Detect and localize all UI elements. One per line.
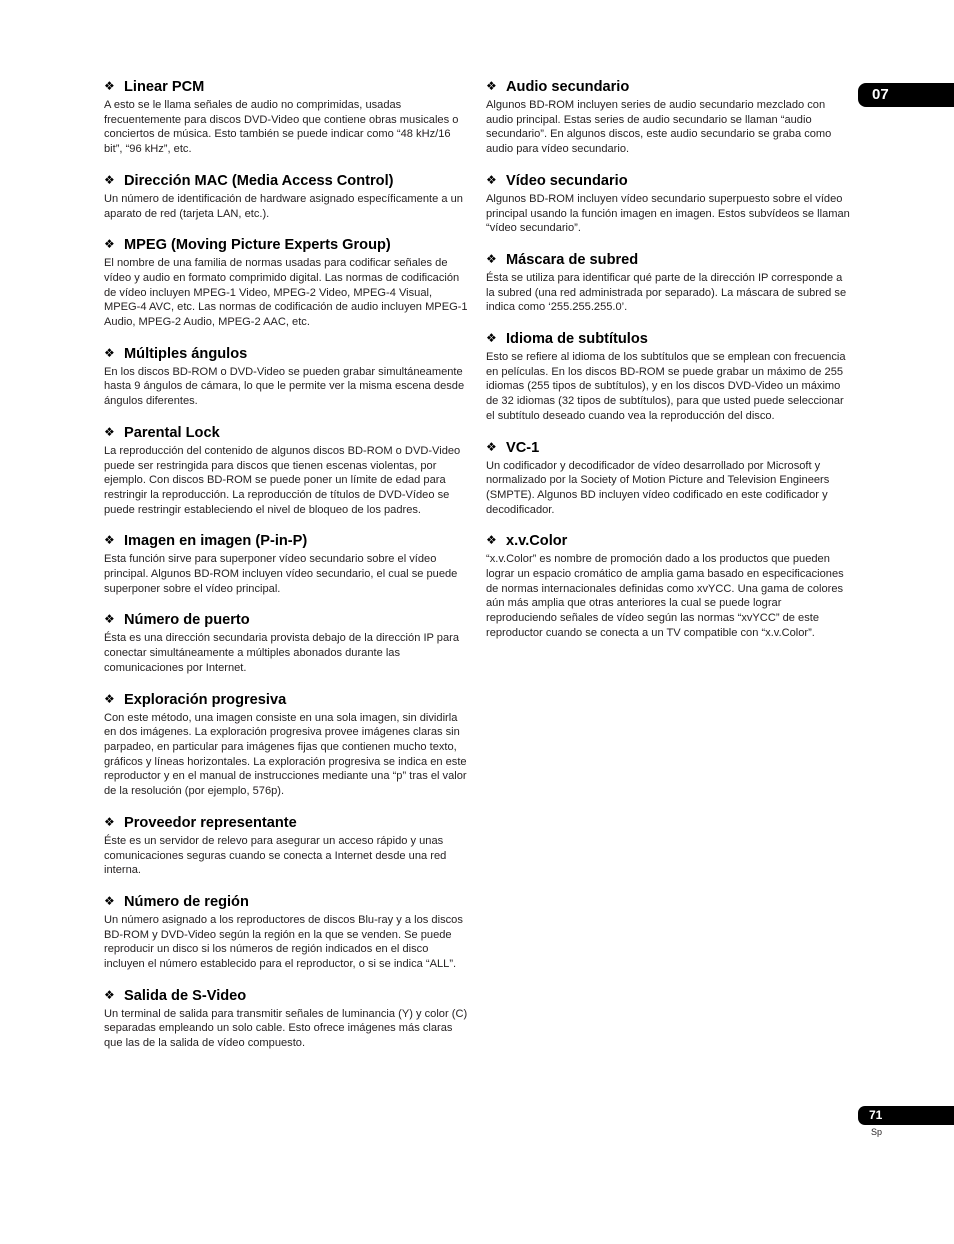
glossary-term-text: Imagen en imagen (P-in-P) xyxy=(124,533,308,550)
diamond-bullet-icon: ❖ xyxy=(486,172,497,187)
glossary-definition: Un terminal de salida para transmitir señales de luminancia (Y) y color (C) separadas empleando un solo cable. Esto ofrece imágenes más claras que las de la salida de vídeo compuesto. xyxy=(104,1007,468,1050)
diamond-bullet-icon: ❖ xyxy=(104,814,115,829)
diamond-bullet-icon: ❖ xyxy=(104,237,115,252)
glossary-entry xyxy=(104,611,468,675)
glossary-term xyxy=(104,78,468,96)
glossary-term xyxy=(104,532,468,550)
glossary-term xyxy=(486,251,850,269)
glossary-term xyxy=(486,172,850,190)
glossary-entry xyxy=(104,893,468,972)
glossary-definition: Un número de identificación de hardware asignado específicamente a un aparato de red (tarjeta LAN, etc.). xyxy=(104,192,463,220)
glossary-term-text: MPEG (Moving Picture Experts Group) xyxy=(124,237,391,254)
glossary-term xyxy=(104,345,468,363)
glossary-term-text: Número de región xyxy=(124,893,249,910)
glossary-entry xyxy=(486,251,850,315)
glossary-definition: Un codificador y decodificador de vídeo desarrollado por Microsoft y normalizado por la Society of Motion Picture and Television Engineers (SMPTE). Algunos BD incluyen vídeo codificado en este codificador y decodificador. xyxy=(486,459,830,516)
glossary-term-text: Múltiples ángulos xyxy=(124,345,248,362)
glossary-entry xyxy=(486,439,850,518)
diamond-bullet-icon: ❖ xyxy=(486,79,497,93)
glossary-term-text: Número de puerto xyxy=(124,612,250,629)
glossary-term-text: VC-1 xyxy=(506,439,540,456)
glossary-term xyxy=(104,691,468,709)
glossary-entry xyxy=(104,814,468,878)
diamond-bullet-icon: ❖ xyxy=(486,331,497,346)
diamond-bullet-icon: ❖ xyxy=(486,533,497,548)
glossary-term xyxy=(486,330,850,348)
glossary-entry xyxy=(104,345,468,409)
glossary-entry xyxy=(104,424,468,518)
diamond-bullet-icon: ❖ xyxy=(104,893,115,908)
diamond-bullet-icon: ❖ xyxy=(104,987,115,1002)
glossary-term-text: Salida de S-Video xyxy=(124,987,247,1004)
page-number: 71 xyxy=(869,1108,883,1122)
glossary-definition: Con este método, una imagen consiste en una sola imagen, sin dividirla en dos imágenes. La exploración progresiva provee imágenes claras sin parpadeo, en particular para imágenes fijas que contienen mucho texto, gráficos y líneas horizontales. La exploración progresiva se indica en este reproductor y en el manual de instrucciones mediante una “p” tras el valor de la resolución (por ejemplo, 576p). xyxy=(104,711,467,798)
diamond-bullet-icon: ❖ xyxy=(486,251,497,266)
glossary-definition: La reproducción del contenido de algunos discos BD-ROM o DVD-Video puede ser restringida para discos que tienen escenas violentas, por ejemplo. Con discos BD-ROM se puede poner un límite de edad para restringir la reproducción. La reproducción de títulos de DVD-Vídeo se puede restringir estableciendo el nivel de bloqueo de los padres. xyxy=(104,444,461,516)
glossary-entry xyxy=(486,172,850,236)
diamond-bullet-icon: ❖ xyxy=(104,424,115,439)
glossary-term-text: Dirección MAC (Media Access Control) xyxy=(124,172,394,189)
glossary-entry xyxy=(104,532,468,596)
glossary-term xyxy=(104,172,468,190)
glossary-entry xyxy=(104,172,468,221)
right-column xyxy=(486,78,850,656)
glossary-entry xyxy=(104,78,468,157)
chapter-number: 07 xyxy=(872,86,889,103)
glossary-definition: Ésta se utiliza para identificar qué parte de la dirección IP corresponde a la subred (una red administrada por separado). La máscara de subred se indica como ‘255.255.255.0’. xyxy=(486,271,847,314)
left-column xyxy=(104,78,468,1066)
diamond-bullet-icon: ❖ xyxy=(104,691,115,706)
glossary-term-text: Parental Lock xyxy=(124,424,220,441)
glossary-definition: Algunos BD-ROM incluyen series de audio secundario mezclado con audio principal. Estas series de audio secundario se llaman “audio secundario”. En algunos discos, este audio secundario se graba como audio para vídeo secundario. xyxy=(486,99,832,156)
diamond-bullet-icon: ❖ xyxy=(104,79,115,93)
glossary-entry xyxy=(486,78,850,157)
glossary-term xyxy=(104,424,468,442)
glossary-definition: Ésta es una dirección secundaria provista debajo de la dirección IP para conectar simultáneamente a múltiples abonados durante las comunicaciones por Internet. xyxy=(104,632,460,674)
diamond-bullet-icon: ❖ xyxy=(104,172,115,187)
glossary-term xyxy=(104,814,468,832)
glossary-definition: Algunos BD-ROM incluyen vídeo secundario superpuesto sobre el vídeo principal usando la función imagen en imagen. Estos subvídeos se llaman “vídeo secundario”. xyxy=(486,192,850,235)
glossary-entry xyxy=(104,691,468,799)
glossary-entry xyxy=(486,330,850,424)
glossary-term-text: Exploración progresiva xyxy=(124,691,287,708)
glossary-entry xyxy=(486,532,850,640)
diamond-bullet-icon: ❖ xyxy=(486,439,497,454)
page-number-tab xyxy=(858,1106,954,1125)
glossary-term-text: Linear PCM xyxy=(124,79,205,95)
glossary-term xyxy=(104,611,468,629)
glossary-entry xyxy=(104,987,468,1051)
glossary-definition: A esto se le llama señales de audio no comprimidas, usadas frecuentemente para discos DVD-Video que contiene obras musicales o conciertos de música. Esto también se puede indicar como “48 kHz/16 bit”, “96 kHz”, etc. xyxy=(104,99,459,156)
glossary-definition: En los discos BD-ROM o DVD-Video se pueden grabar simultáneamente hasta 9 ángulos de cámara, lo que le permite ver la misma escena desde ángulos diferentes. xyxy=(104,365,465,408)
glossary-term-text: Máscara de subred xyxy=(506,251,639,268)
glossary-term xyxy=(486,532,850,550)
glossary-term-text: Vídeo secundario xyxy=(506,172,628,189)
chapter-tab xyxy=(858,83,954,107)
glossary-term xyxy=(486,439,850,457)
glossary-definition: Esto se refiere al idioma de los subtítulos que se emplean con frecuencia en películas. En los discos BD-ROM se puede grabar un máximo de 255 idiomas (255 tipos de subtítulos), y en los discos DVD-Video un máximo de 32 idiomas (32 tipos de subtítulos), para que usted puede seleccionar el subtítulo deseado cuando vea la reproducción del disco. xyxy=(486,351,846,422)
diamond-bullet-icon: ❖ xyxy=(104,533,115,548)
glossary-definition: Un número asignado a los reproductores de discos Blu-ray y a los discos BD-ROM y DVD-Video según la región en la que se venden. Se puede reproducir un disco si los números de región indicados en el disco incluyen el número establecido para el reproductor, o si se indica “ALL”. xyxy=(104,913,463,971)
glossary-term-text: Proveedor representante xyxy=(124,814,297,831)
glossary-term xyxy=(104,236,468,254)
diamond-bullet-icon: ❖ xyxy=(104,345,115,360)
glossary-definition: Esta función sirve para superponer vídeo secundario sobre el vídeo principal. Algunos BD-ROM incluyen vídeo secundario, el cual se puede superponer sobre el vídeo principal. xyxy=(104,553,458,595)
language-code: Sp xyxy=(871,1127,883,1137)
glossary-definition: El nombre de una familia de normas usadas para codificar señales de vídeo y audio en formato comprimido digital. Las normas de codificación de vídeo incluyen MPEG-1 Video, MPEG-2 Video, MPEG-4 Visual, MPEG-4 AVC, etc. Las normas de codificación de audio incluyen MPEG-1 Audio, MPEG-2 Audio, MPEG-2 AAC, etc. xyxy=(104,257,468,329)
glossary-term xyxy=(104,987,468,1005)
diamond-bullet-icon: ❖ xyxy=(104,612,115,627)
glossary-term-text: Idioma de subtítulos xyxy=(506,331,648,348)
glossary-entry xyxy=(104,236,468,330)
glossary-term xyxy=(104,893,468,911)
glossary-definition: Éste es un servidor de relevo para asegurar un acceso rápido y unas comunicaciones seguras cuando se conecta a Internet desde una red interna. xyxy=(104,834,447,877)
glossary-term-text: Audio secundario xyxy=(506,79,630,95)
glossary-term-text: x.v.Color xyxy=(506,533,568,550)
glossary-term xyxy=(486,78,850,96)
glossary-definition: “x.v.Color” es nombre de promoción dado a los productos que pueden lograr un espacio cromático de amplia gama basado en especificaciones de normas internacionales definidas como xvYCC. Una gama de colores aún más amplia que otras anteriores la cual se puede lograr reproduciendo señales de vídeo según las normas “xvYCC” de este reproductor cuando se conecta a un TV compatible con “x.v.Color”. xyxy=(486,553,844,639)
